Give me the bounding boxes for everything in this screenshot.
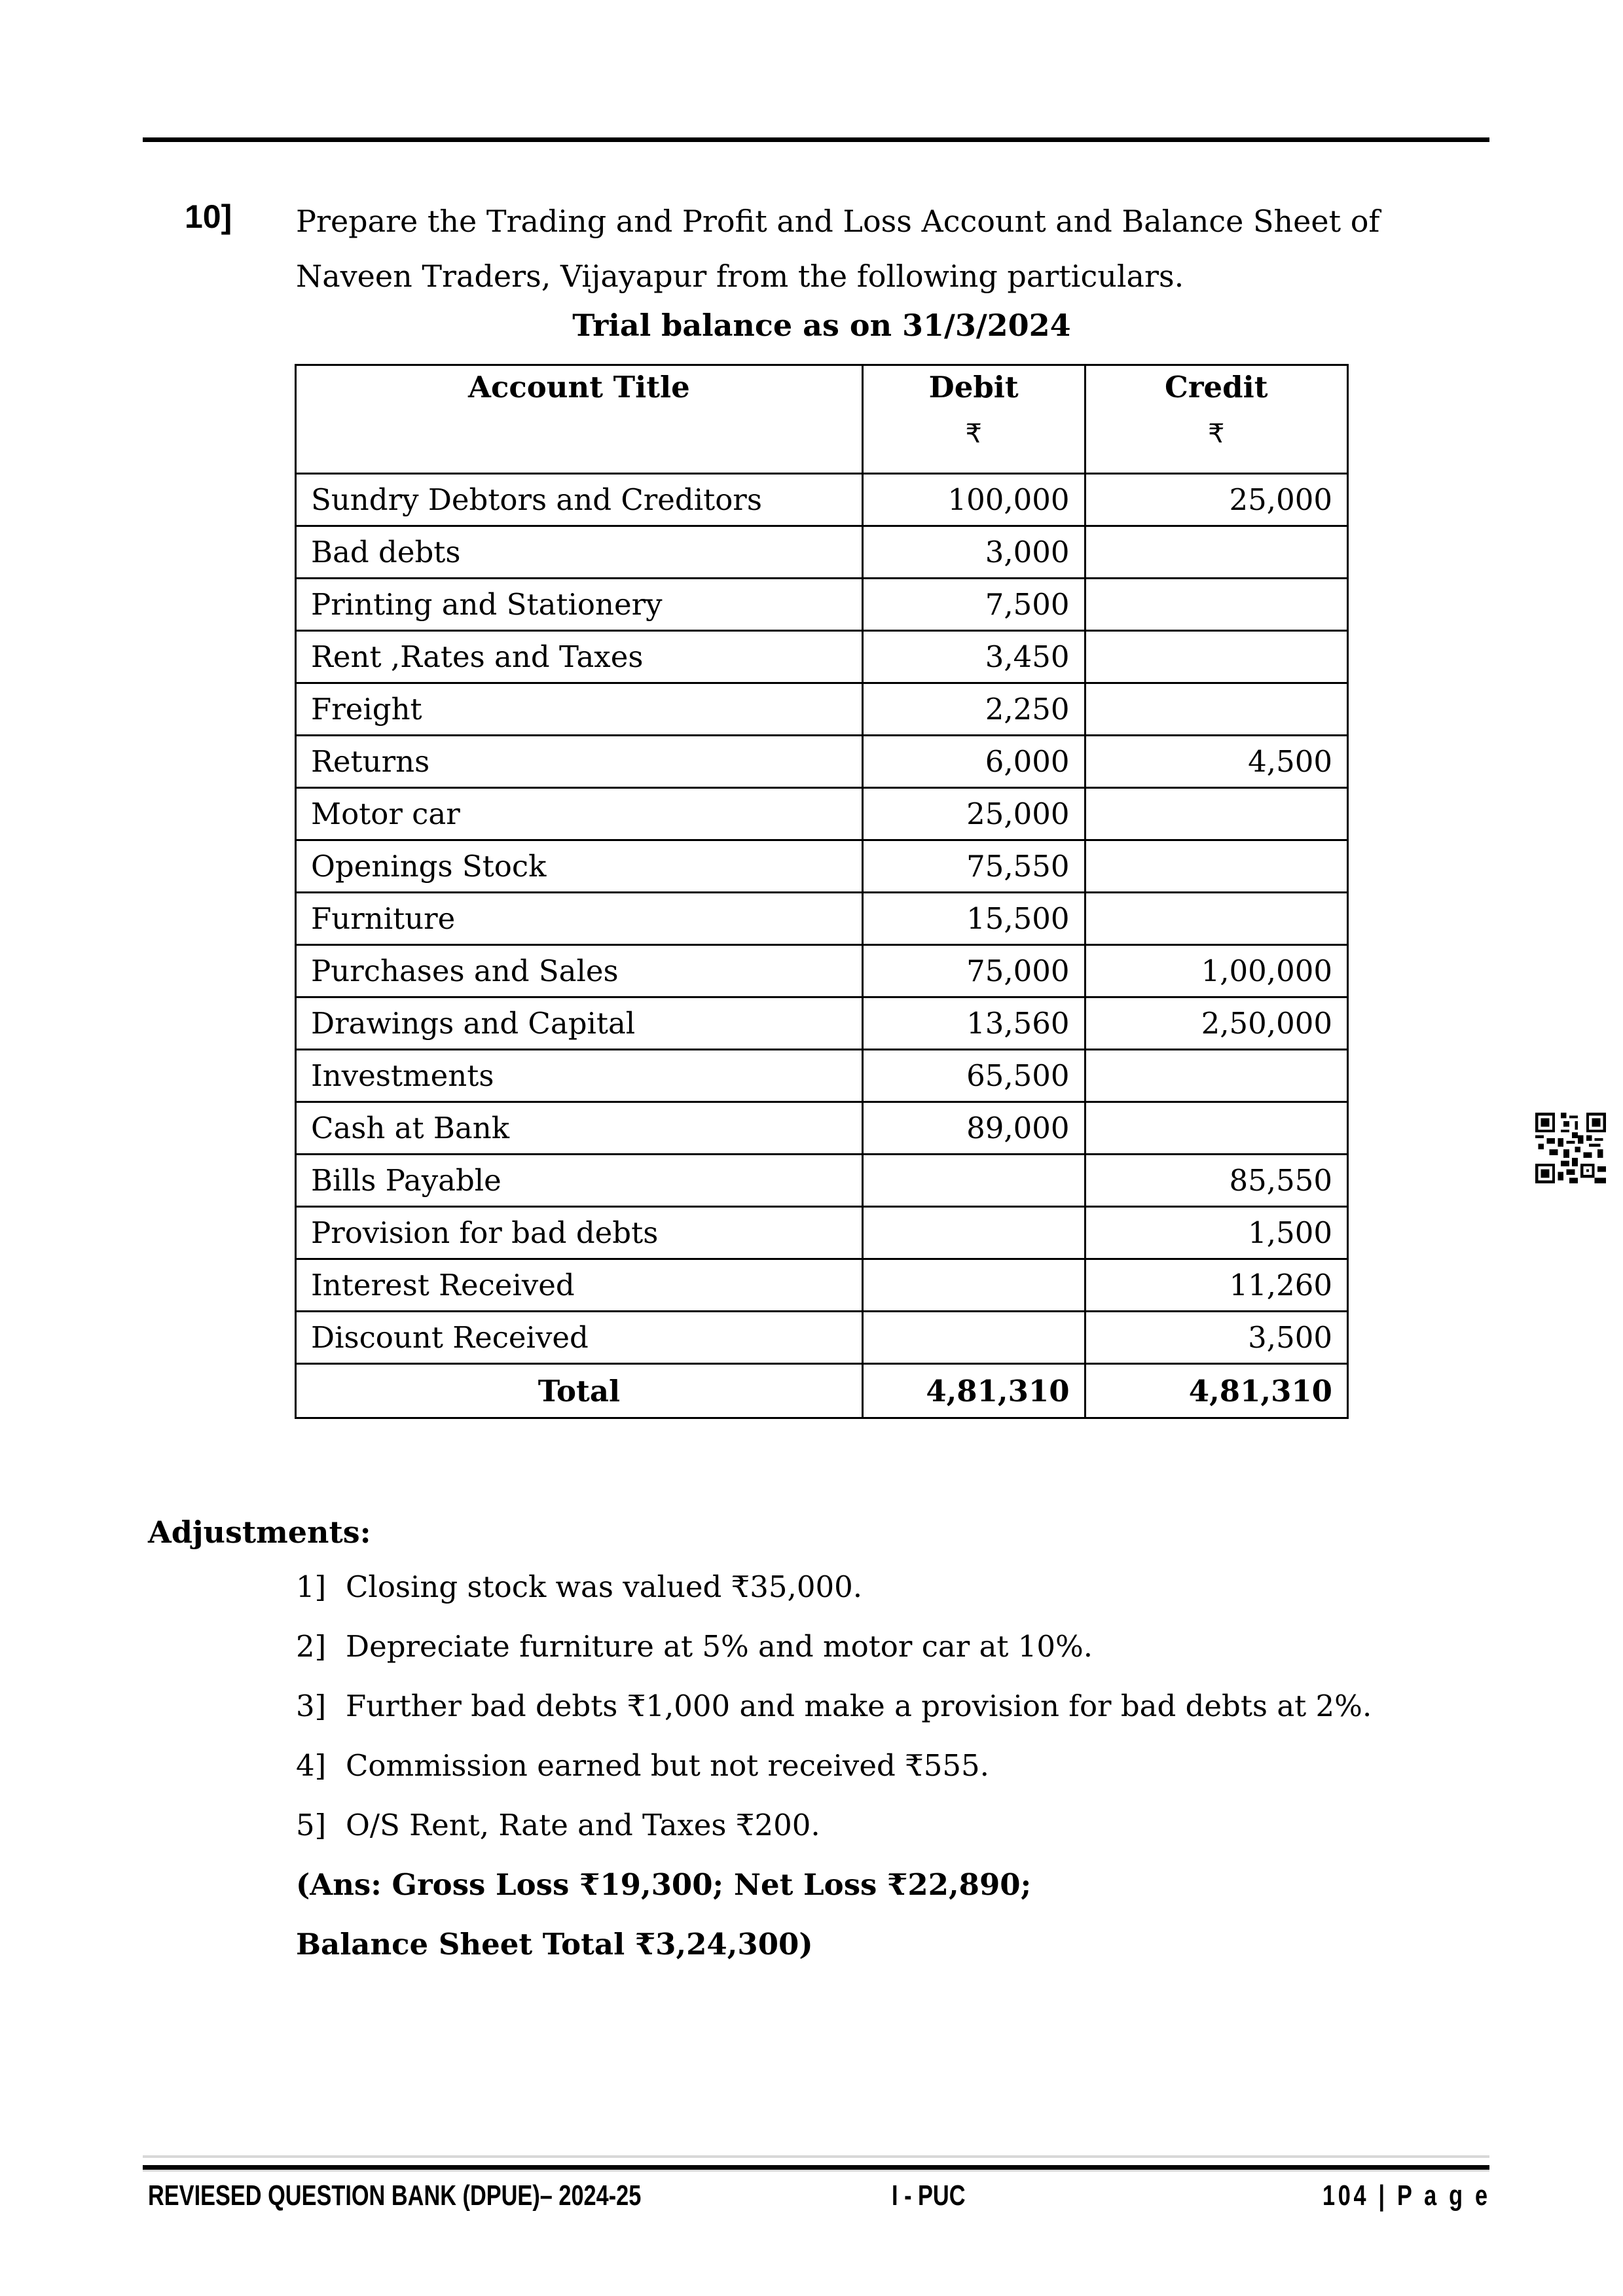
- table-row: [296, 1259, 1348, 1312]
- header-rule: [143, 137, 1489, 142]
- header-account-title: Account Title: [296, 365, 863, 474]
- account-cell: Furniture: [296, 893, 863, 945]
- adjustment-number: 2]: [296, 1629, 327, 1664]
- adjustment-item: [296, 1743, 1474, 1803]
- table-row: [296, 1207, 1348, 1259]
- account-cell: Bills Payable: [296, 1155, 863, 1207]
- credit-cell: [1085, 788, 1347, 840]
- rupee-icon: ₹: [1208, 419, 1225, 449]
- adjustments-list: [296, 1564, 1474, 1981]
- footer-divider-light: [143, 2170, 1489, 2172]
- debit-cell: 2,250: [862, 683, 1085, 736]
- adjustment-item: [296, 1803, 1474, 1862]
- debit-cell: 100,000: [862, 474, 1085, 526]
- answer-line-2: Balance Sheet Total ₹3,24,300): [296, 1927, 813, 1962]
- credit-cell: 3,500: [1085, 1312, 1347, 1364]
- debit-cell: [862, 1312, 1085, 1364]
- account-cell: Rent ,Rates and Taxes: [296, 631, 863, 683]
- credit-cell: [1085, 840, 1347, 893]
- qr-code-icon[interactable]: [1535, 1113, 1606, 1183]
- adjustment-number: 3]: [296, 1689, 327, 1723]
- account-cell: Motor car: [296, 788, 863, 840]
- account-cell: Provision for bad debts: [296, 1207, 863, 1259]
- debit-cell: [862, 1155, 1085, 1207]
- debit-cell: 3,450: [862, 631, 1085, 683]
- account-cell: Freight: [296, 683, 863, 736]
- answer-line-1: (Ans: Gross Loss ₹19,300; Net Loss ₹22,890;: [296, 1867, 1032, 1902]
- adjustment-number: 4]: [296, 1748, 327, 1783]
- account-cell: Discount Received: [296, 1312, 863, 1364]
- account-cell: Investments: [296, 1050, 863, 1102]
- table-row: [296, 736, 1348, 788]
- rupee-icon: ₹: [965, 419, 982, 449]
- debit-cell: [862, 1259, 1085, 1312]
- header-debit: Debit ₹: [862, 365, 1085, 474]
- credit-cell: 1,500: [1085, 1207, 1347, 1259]
- debit-cell: 15,500: [862, 893, 1085, 945]
- footer-divider-light: [143, 2155, 1489, 2158]
- account-cell: Bad debts: [296, 526, 863, 579]
- adjustment-item: [296, 1564, 1474, 1624]
- account-cell: Returns: [296, 736, 863, 788]
- table-row: [296, 788, 1348, 840]
- adjustment-text: Depreciate furniture at 5% and motor car at 10%.: [346, 1629, 1093, 1664]
- credit-cell: [1085, 579, 1347, 631]
- table-row: [296, 1050, 1348, 1102]
- total-credit: 4,81,310: [1085, 1364, 1347, 1418]
- debit-cell: 25,000: [862, 788, 1085, 840]
- table-row: [296, 631, 1348, 683]
- debit-cell: 75,000: [862, 945, 1085, 997]
- table-row: [296, 997, 1348, 1050]
- footer-class: I - PUC: [892, 2179, 966, 2212]
- account-cell: Interest Received: [296, 1259, 863, 1312]
- credit-cell: [1085, 1102, 1347, 1155]
- adjustment-text: Commission earned but not received ₹555.: [346, 1748, 989, 1783]
- table-row: [296, 526, 1348, 579]
- account-cell: Printing and Stationery: [296, 579, 863, 631]
- debit-cell: 13,560: [862, 997, 1085, 1050]
- table-row: [296, 945, 1348, 997]
- credit-cell: 4,500: [1085, 736, 1347, 788]
- adjustment-number: 5]: [296, 1808, 327, 1842]
- debit-cell: [862, 1207, 1085, 1259]
- adjustment-text: Closing stock was valued ₹35,000.: [346, 1570, 863, 1604]
- debit-cell: 75,550: [862, 840, 1085, 893]
- total-label: Total: [296, 1364, 863, 1418]
- account-cell: Drawings and Capital: [296, 997, 863, 1050]
- credit-cell: [1085, 893, 1347, 945]
- footer-rule: [143, 2165, 1489, 2170]
- adjustment-number: 1]: [296, 1570, 327, 1604]
- trial-balance-title: Trial balance as on 31/3/2024: [572, 308, 1071, 343]
- table-row: [296, 579, 1348, 631]
- adjustments-title: Adjustments:: [148, 1515, 371, 1550]
- debit-cell: 6,000: [862, 736, 1085, 788]
- total-debit: 4,81,310: [862, 1364, 1085, 1418]
- debit-cell: 65,500: [862, 1050, 1085, 1102]
- debit-cell: 89,000: [862, 1102, 1085, 1155]
- question-number: 10]: [185, 198, 232, 235]
- footer-title: REVIESED QUESTION BANK (DPUE)– 2024-25: [148, 2179, 642, 2212]
- adjustment-item: [296, 1683, 1474, 1743]
- credit-cell: [1085, 683, 1347, 736]
- debit-cell: 7,500: [862, 579, 1085, 631]
- table-row: [296, 683, 1348, 736]
- credit-cell: 85,550: [1085, 1155, 1347, 1207]
- table-row: [296, 840, 1348, 893]
- credit-cell: [1085, 1050, 1347, 1102]
- table-row: [296, 1102, 1348, 1155]
- debit-cell: 3,000: [862, 526, 1085, 579]
- table-row: [296, 893, 1348, 945]
- credit-cell: [1085, 526, 1347, 579]
- credit-cell: 11,260: [1085, 1259, 1347, 1312]
- footer-page-number: 104 | P a g e: [1322, 2179, 1491, 2212]
- credit-cell: 2,50,000: [1085, 997, 1347, 1050]
- table-row: [296, 474, 1348, 526]
- credit-cell: 1,00,000: [1085, 945, 1347, 997]
- adjustment-text: O/S Rent, Rate and Taxes ₹200.: [346, 1808, 820, 1842]
- trial-balance-table: [295, 364, 1349, 1419]
- table-row: [296, 1312, 1348, 1364]
- credit-cell: 25,000: [1085, 474, 1347, 526]
- credit-cell: [1085, 631, 1347, 683]
- question-text: Prepare the Trading and Profit and Loss Account and Balance Sheet of Naveen Traders, Vijayapur from the following particulars.: [296, 204, 1380, 294]
- table-row: [296, 1155, 1348, 1207]
- table-header-row: [296, 365, 1348, 474]
- adjustment-item: [296, 1624, 1474, 1683]
- adjustment-text: Further bad debts ₹1,000 and make a provision for bad debts at 2%.: [346, 1689, 1372, 1723]
- table-total-row: [296, 1364, 1348, 1418]
- account-cell: Purchases and Sales: [296, 945, 863, 997]
- account-cell: Sundry Debtors and Creditors: [296, 474, 863, 526]
- account-cell: Cash at Bank: [296, 1102, 863, 1155]
- header-credit: Credit ₹: [1085, 365, 1347, 474]
- account-cell: Openings Stock: [296, 840, 863, 893]
